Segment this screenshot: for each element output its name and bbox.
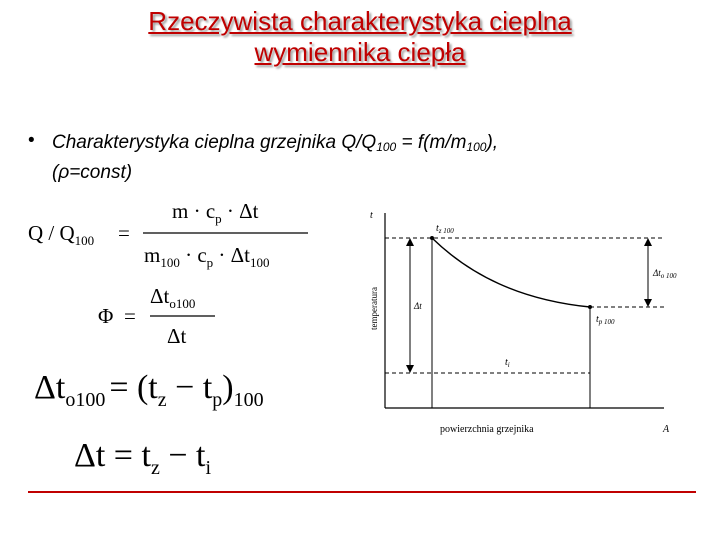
eq1-num-tail: · Δt <box>221 199 259 223</box>
eq1-den-a: m <box>144 243 161 267</box>
eq1-den-c: · Δt <box>213 243 251 267</box>
eq4-mid: − t <box>159 437 206 474</box>
eq3-sub-z: z <box>157 389 167 411</box>
svg-text:ti <box>505 357 510 369</box>
eq1-lhs: Q / Q <box>28 221 75 245</box>
equation-4 <box>74 437 211 479</box>
eq2-numerator: Δt <box>150 284 170 308</box>
x-axis-label: powierzchnia grzejnika <box>440 424 534 435</box>
eq4-sub-z: z <box>150 457 160 479</box>
eq1-num-sub: p <box>215 211 222 226</box>
bullet-sub-a: 100 <box>376 140 397 154</box>
bullet-line-2: (ρ=const) <box>52 162 133 183</box>
svg-text:m · cp · Δt <box>172 199 259 226</box>
svg-text:Δto100= (tz − tp)100 <box>34 369 264 411</box>
svg-text:Q / Q100 <box>28 221 94 248</box>
equation-2 <box>98 284 215 348</box>
eq1-den-sub1: 100 <box>160 255 180 270</box>
eq3-rhs: = (t <box>109 369 158 406</box>
svg-text:m100 · cp · Δt100 <box>144 243 270 270</box>
equation-3 <box>34 369 264 411</box>
eq4-lhs: Δt = t <box>74 437 151 474</box>
label-delta-to-sub: o 100 <box>660 272 677 280</box>
label-tz: t <box>436 223 439 234</box>
eq1-lhs-sub: 100 <box>74 233 95 248</box>
eq3-lhs-sub: o100 <box>65 389 106 411</box>
eq3-sub-p: p <box>212 389 223 411</box>
label-tp-sub: p 100 <box>598 318 615 326</box>
temperature-diagram <box>369 210 677 435</box>
label-delta-to: Δt <box>653 268 661 278</box>
eq1-den-sub2: p <box>206 255 214 270</box>
eq3-close: ) <box>222 369 234 406</box>
label-tz-sub: z 100 <box>438 227 454 235</box>
eq3-lhs: Δt <box>34 369 66 406</box>
eq4-sub-i: i <box>205 457 212 479</box>
eq2-num-sub: o100 <box>169 296 196 311</box>
bullet-dot: • <box>28 130 35 151</box>
title-line-1: Rzeczywista charakterystyka cieplna <box>148 6 572 36</box>
label-ti: t <box>505 357 508 368</box>
curve-end-point <box>588 305 592 309</box>
label-ti-sub: i <box>507 361 510 369</box>
eq3-close-sub: 100 <box>233 389 264 411</box>
bullet-text-a: Charakterystyka cieplna grzejnika Q/Q <box>52 132 377 153</box>
x-axis-symbol: A <box>663 424 670 435</box>
eq1-den-sub3: 100 <box>250 255 270 270</box>
label-delta-t: Δt <box>414 301 422 311</box>
y-axis-label: temperatura <box>369 287 379 330</box>
title-line-2: wymiennika ciepła <box>254 37 466 67</box>
eq3-mid: − t <box>166 369 213 406</box>
y-axis-symbol: t <box>370 210 373 221</box>
svg-text:tz 100 <box>436 223 454 235</box>
eq2-lhs: Φ <box>98 304 114 328</box>
bullet-text-c: ), <box>486 132 499 153</box>
eq2-denominator: Δt <box>167 324 187 348</box>
svg-text:Δt = tz − ti <box>74 437 211 479</box>
cooling-curve <box>432 238 590 307</box>
eq1-numerator: m · c <box>172 199 216 223</box>
bullet-text-b: = f(m/m <box>396 132 467 153</box>
svg-text:Δto 100 <box>652 268 677 280</box>
label-tp: t <box>596 314 599 325</box>
equation-1 <box>28 199 308 270</box>
svg-text:Δto100 <box>150 284 195 311</box>
footer-divider <box>28 491 696 493</box>
svg-text:tp 100 <box>596 314 615 326</box>
eq1-den-b: · c <box>179 243 207 267</box>
eq1-equals: = <box>118 221 130 245</box>
curve-start-point <box>430 236 434 240</box>
bullet-sub-b: 100 <box>466 140 487 154</box>
eq2-equals: = <box>124 304 136 328</box>
